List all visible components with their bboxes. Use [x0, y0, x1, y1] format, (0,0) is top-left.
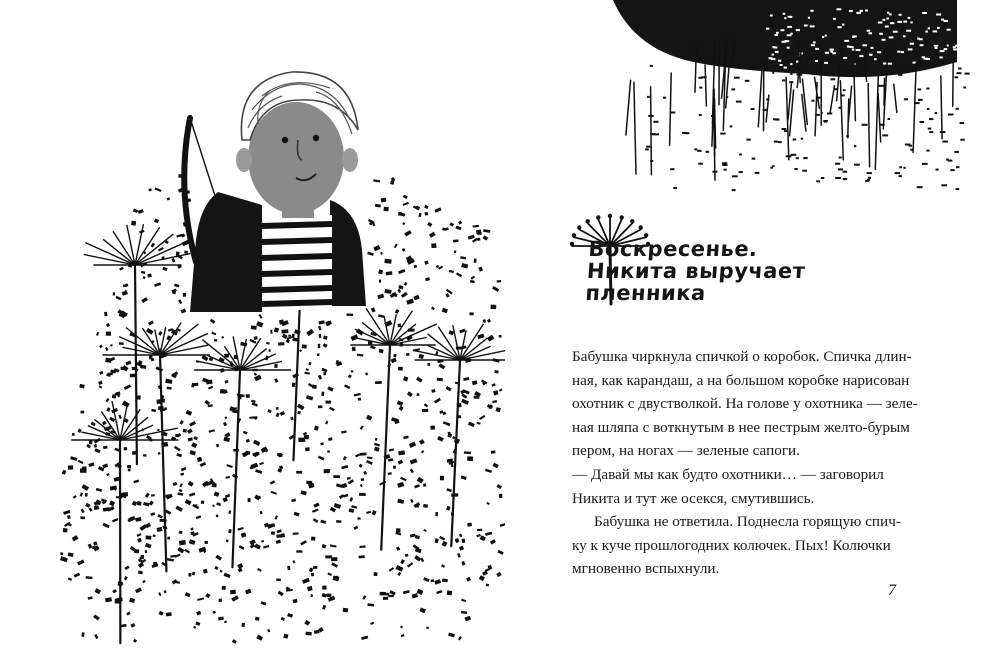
- chapter-title-line-1: Воскресенье.: [587, 237, 759, 261]
- chapter-title: [585, 238, 850, 304]
- text-line: ная шляпа с воткнутым в нее пестрым желто-бурым: [572, 418, 910, 436]
- text-line: ку к куче прошлогодних колючек. Пых! Колючки: [572, 536, 891, 554]
- text-line: Бабушка чиркнула спичкой о коробок. Спичка длин-: [572, 348, 912, 365]
- chapter-title-line-3: пленника: [584, 281, 707, 305]
- body-text: [572, 345, 918, 581]
- right-page: [505, 0, 1000, 656]
- text-line: мгновенно вспыхнули.: [572, 560, 720, 578]
- chapter-title-line-2: Никита выручает: [586, 259, 807, 283]
- boy-figure: [190, 72, 366, 312]
- text-line: Бабушка не ответила. Поднесла горящую спич-: [594, 513, 901, 531]
- text-line: ная, как карандаш, а на большом коробке нарисован: [572, 371, 910, 389]
- text-line: охотник с двустволкой. На голове у охотника — зеле-: [572, 395, 918, 413]
- text-line: Никита и тут же осекся, смутившись.: [572, 489, 815, 507]
- text-line: пером, на ногах — зеленые сапоги.: [572, 442, 800, 460]
- text-line: — Давай мы как будто охотники… — заговорил: [572, 465, 884, 483]
- page-number: 7: [888, 582, 896, 599]
